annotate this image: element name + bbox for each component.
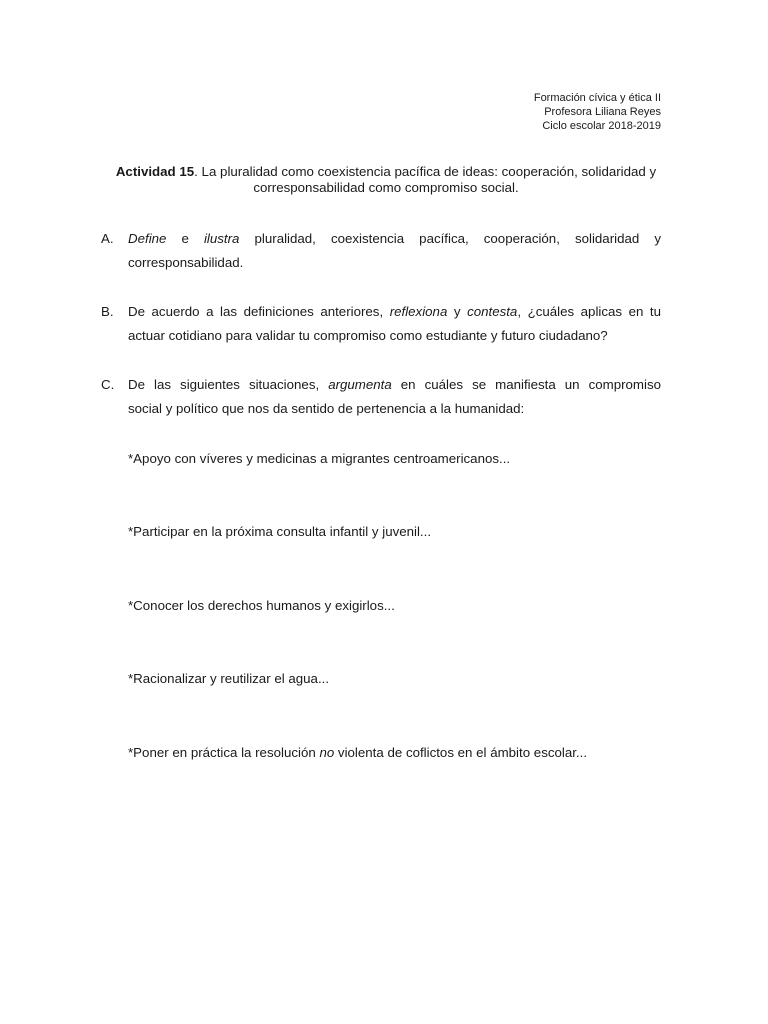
item-line-2: social y político que nos da sentido de pertenencia a la humanidad:	[128, 401, 525, 416]
situation-item: *Participar en la próxima consulta infantil y juvenil...	[128, 524, 432, 539]
text-run: pluralidad, coexistencia pacífica, cooperación, solidaridad y	[239, 231, 661, 246]
document-header	[534, 91, 661, 133]
text-run: e	[166, 231, 204, 246]
emphasis: Define	[128, 231, 167, 246]
title-line-1	[60, 164, 712, 180]
item-line-1	[128, 373, 661, 397]
text-run: y	[447, 304, 468, 319]
situation-item: *Apoyo con víveres y medicinas a migrantes centroamericanos...	[128, 451, 511, 466]
teacher-line: Profesora Liliana Reyes	[544, 106, 661, 118]
item-c	[101, 373, 661, 421]
situation-item-last	[128, 744, 587, 762]
item-line-1	[128, 300, 661, 324]
text-run: De acuerdo a las definiciones anteriores,	[128, 304, 390, 319]
title-text-1: . La pluralidad como coexistencia pacífica de ideas: cooperación, solidaridad y	[194, 164, 657, 179]
text-run: *Poner en práctica la resolución	[128, 745, 320, 760]
item-line-2: corresponsabilidad.	[128, 255, 244, 270]
situation-item: *Conocer los derechos humanos y exigirlos...	[128, 598, 395, 613]
text-run: De las siguientes situaciones,	[128, 377, 329, 392]
emphasis: reflexiona	[389, 304, 448, 319]
item-a	[101, 227, 661, 275]
item-marker: C.	[101, 377, 115, 392]
activity-number: Actividad 15	[115, 164, 195, 179]
text-run: violenta de coflictos en el ámbito escolar...	[334, 745, 588, 760]
title-line-2: corresponsabilidad como compromiso social.	[253, 180, 519, 195]
situation-item: *Racionalizar y reutilizar el agua...	[128, 671, 330, 686]
emphasis: argumenta	[328, 377, 392, 392]
item-line-2: actuar cotidiano para validar tu compromiso como estudiante y futuro ciudadano?	[128, 328, 608, 343]
text-run: , ¿cuáles aplicas en tu	[517, 304, 661, 319]
text-run: en cuáles se manifiesta un compromiso	[391, 377, 661, 392]
activity-title	[60, 164, 712, 196]
item-text	[128, 227, 661, 275]
item-b	[101, 300, 661, 348]
item-text	[128, 300, 661, 348]
emphasis: contesta	[467, 304, 518, 319]
subject-line: Formación cívica y ética II	[533, 92, 661, 104]
item-line-1	[128, 227, 661, 251]
emphasis: no	[319, 745, 335, 760]
item-text	[128, 373, 661, 421]
item-marker: B.	[101, 304, 114, 319]
school-year-line: Ciclo escolar 2018-2019	[542, 120, 661, 132]
emphasis: ilustra	[203, 231, 240, 246]
item-marker: A.	[101, 231, 114, 246]
